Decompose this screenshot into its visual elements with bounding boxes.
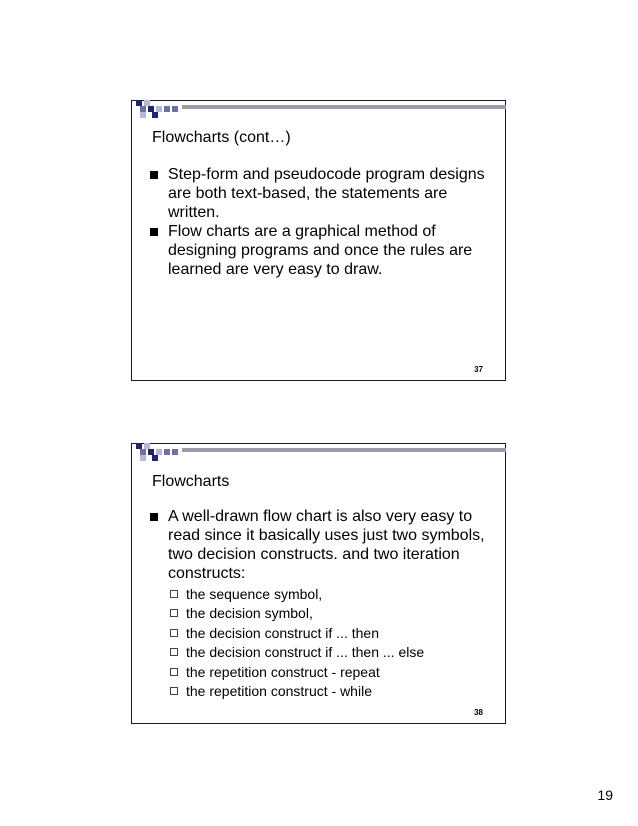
slide-header-decoration (132, 443, 506, 467)
decoration-square (140, 455, 146, 461)
bullet-item (150, 165, 490, 222)
decoration-square (172, 449, 178, 455)
square-bullet-icon (150, 228, 158, 236)
decoration-square (164, 106, 170, 112)
sub-bullet-list (168, 585, 490, 701)
slide-number: 38 (474, 708, 483, 717)
sub-bullet-item (168, 682, 490, 701)
sub-bullet-text: the decision construct if ... then (186, 624, 379, 641)
sub-bullet-item (168, 604, 490, 623)
bullet-list (150, 507, 490, 701)
decoration-square (172, 106, 178, 112)
decoration-square (152, 455, 158, 461)
sub-bullet-text: the decision construct if ... then ... else (186, 644, 425, 661)
square-bullet-icon (150, 513, 158, 521)
sub-bullet-text: the repetition construct - repeat (186, 663, 380, 680)
hollow-square-bullet-icon (170, 648, 178, 656)
sub-bullet-text: the repetition construct - while (186, 683, 372, 700)
hollow-square-bullet-icon (170, 668, 178, 676)
bullet-text: Flow charts are a graphical method of designing programs and once the rules are learned are very easy to draw. (168, 223, 473, 278)
hollow-square-bullet-icon (170, 590, 178, 598)
bullet-text: A well-drawn flow chart is also very easy to read since it basically uses just two symbols, two decision constructs. and two iteration constructs: (168, 508, 485, 582)
slide-number: 37 (474, 365, 483, 374)
slide-37 (131, 100, 506, 381)
slide-38 (131, 443, 506, 724)
hollow-square-bullet-icon (170, 629, 178, 637)
bullet-item (150, 507, 490, 701)
sub-bullet-text: the decision symbol, (186, 605, 313, 622)
bullet-item (150, 222, 490, 279)
bullet-list (150, 165, 490, 279)
square-bullet-icon (150, 171, 158, 179)
hollow-square-bullet-icon (170, 609, 178, 617)
sub-bullet-item (168, 585, 490, 604)
sub-bullet-item (168, 663, 490, 682)
sub-bullet-item (168, 643, 490, 662)
decoration-square (152, 112, 158, 118)
decoration-bar (182, 105, 506, 109)
sub-bullet-text: the sequence symbol, (186, 586, 323, 602)
slide-title: Flowcharts (152, 473, 230, 490)
sub-bullet-item (168, 624, 490, 643)
decoration-square (140, 112, 146, 118)
hollow-square-bullet-icon (170, 687, 178, 695)
decoration-square (164, 449, 170, 455)
slide-title: Flowcharts (cont…) (152, 129, 291, 146)
decoration-bar (182, 448, 506, 452)
page-number: 19 (597, 787, 613, 803)
slide-header-decoration (132, 100, 506, 124)
bullet-text: Step-form and pseudocode program designs are both text-based, the statements are written. (168, 166, 485, 221)
